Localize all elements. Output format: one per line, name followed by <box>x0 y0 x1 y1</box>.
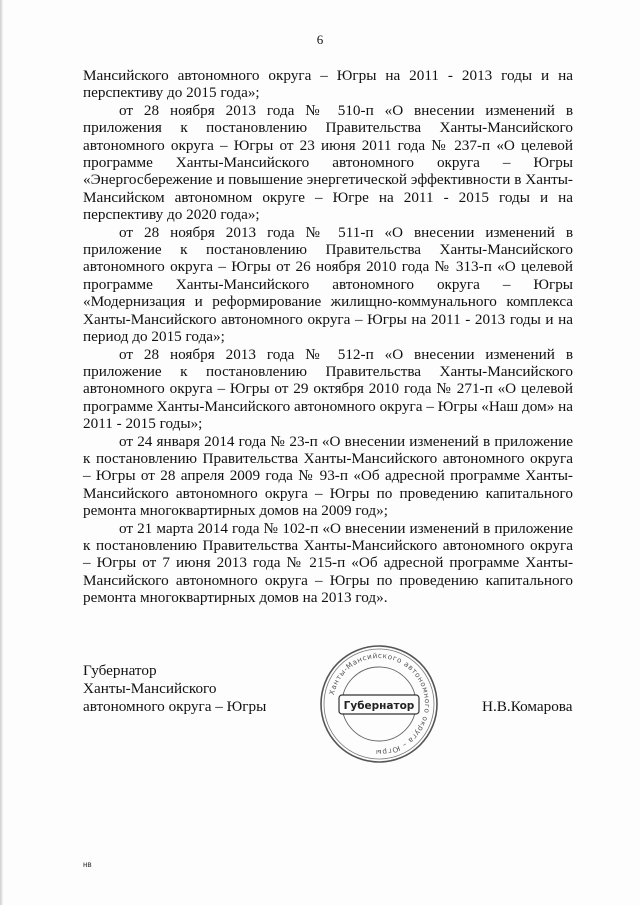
signer-title-line-1: Губернатор <box>83 662 157 679</box>
seal-center-text: Губернатор <box>343 700 415 712</box>
page-number: 6 <box>316 32 324 47</box>
document-body <box>83 67 573 607</box>
footer-initials: нв <box>83 860 92 869</box>
official-seal <box>317 642 441 766</box>
paragraph-4: от 28 ноября 2013 года № 512-п «О внесении изменений в приложение к постановлению Правительства Ханты-Мансийского автономного округа – Югры от 29 октября 2010 года № 271-п «О целевой программе Ханты-Мансийского автономного округа – Югры «Наш дом» на 2011 - 2015 годы»; <box>83 345 573 433</box>
paragraph-5: от 24 января 2014 года № 23-п «О внесении изменений в приложение к постановлению Правительства Ханты-Мансийского автономного округа – Югры от 28 апреля 2009 года № 93-п «Об адресной программе Ханты-Мансийского автономного округа – Югры по проведению капитального ремонта многоквартирных домов на 2009 год»; <box>83 432 573 520</box>
signer-title-line-3: автономного округа – Югры <box>83 698 267 715</box>
signer-title-line-2: Ханты-Мансийского <box>83 680 217 697</box>
paragraph-6: от 21 марта 2014 года № 102-п «О внесении изменений в приложение к постановлению Правительства Ханты-Мансийского автономного округа – Югры от 7 июня 2013 года № 215-п «Об адресной программе Ханты-Мансийского автономного округа – Югры по проведению капитального ремонта многоквартирных домов на 2013 год». <box>83 519 573 607</box>
signer-name: Н.В.Комарова <box>482 698 573 715</box>
seal-ring-text: Ханты-Мансийского автономного округа – Югры <box>326 650 433 758</box>
scan-edge <box>0 0 3 905</box>
signature-block <box>83 662 266 716</box>
paragraph-2: от 28 ноября 2013 года № 510-п «О внесении изменений в приложения к постановлению Правительства Ханты-Мансийского автономного округа – Югры от 23 июня 2011 года № 237-п «О целевой программе Ханты-Мансийского автономного округа – Югры «Энергосбережение и повышение энергетической эффективности в Ханты-Мансийском автономном округе – Югре на 2011 - 2015 годы и на перспективу до 2020 года»; <box>83 101 573 224</box>
paragraph-1: Мансийского автономного округа – Югры на 2011 - 2013 годы и на перспективу до 2015 года»; <box>83 67 573 102</box>
paragraph-3: от 28 ноября 2013 года № 511-п «О внесении изменений в приложение к постановлению Правительства Ханты-Мансийского автономного округа – Югры от 26 ноября 2010 года № 313-п «О целевой программе Ханты-Мансийского автономного округа – Югры «Модернизация и реформирование жилищно-коммунального комплекса Ханты-Мансийского автономного округа – Югры на 2011 - 2013 годы и на период до 2015 года»; <box>83 223 573 346</box>
